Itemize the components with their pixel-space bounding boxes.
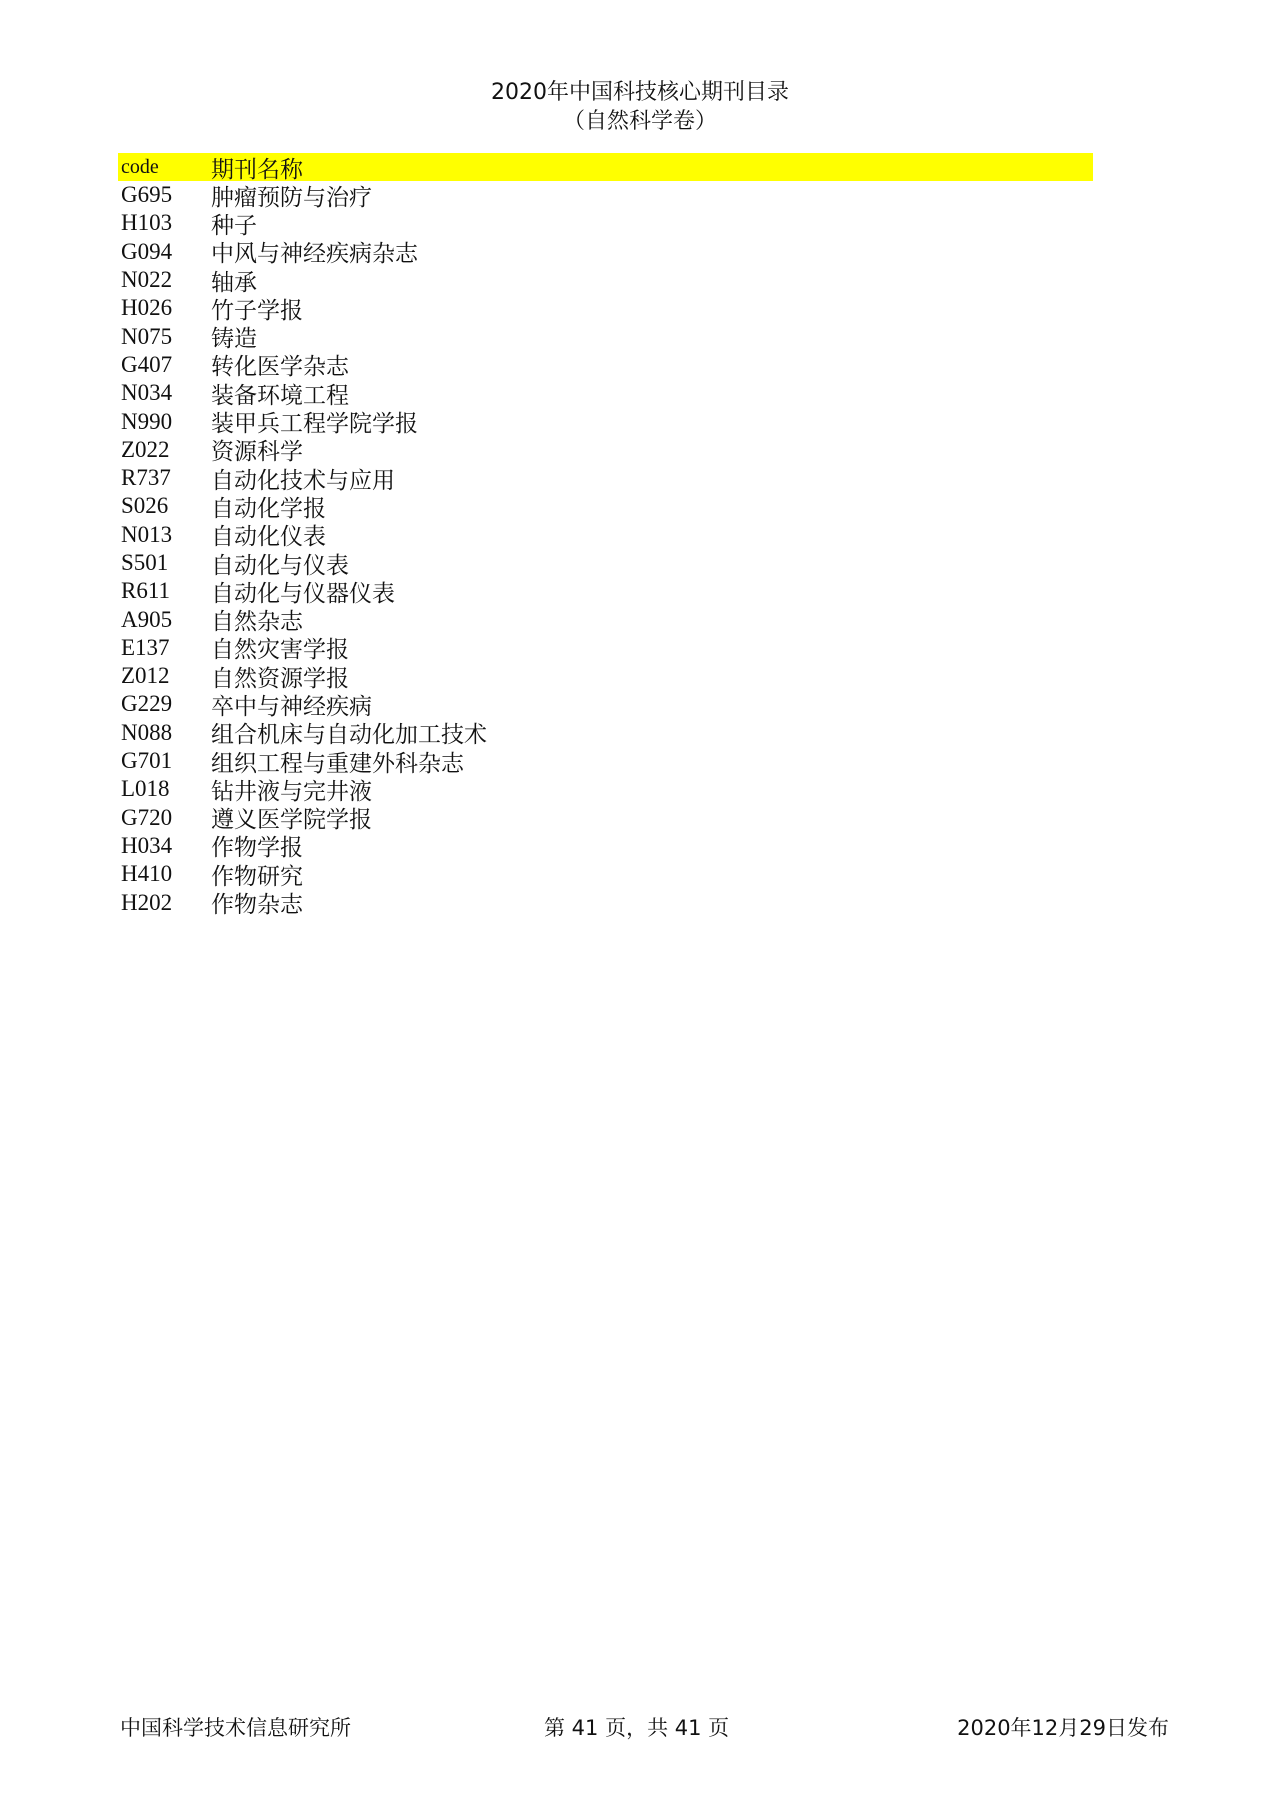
table-row <box>118 266 1093 294</box>
table-row <box>118 662 1093 690</box>
journal-code: H026 <box>121 295 173 321</box>
journal-code: E137 <box>121 634 170 660</box>
journal-code: R737 <box>121 465 171 491</box>
table-body <box>118 181 1093 917</box>
journal-code: Z022 <box>121 436 170 462</box>
journal-name: 卒中与神经疾病 <box>211 694 372 719</box>
document-title-block <box>0 78 1280 136</box>
journal-code: H034 <box>121 832 173 858</box>
table-row <box>118 747 1093 775</box>
journal-name: 中风与神经疾病杂志 <box>211 241 418 267</box>
journal-code: H410 <box>121 861 173 887</box>
journal-code: N013 <box>121 521 173 547</box>
table-row <box>118 181 1093 209</box>
footer-release-date: 2020年12月29日发布 <box>957 1716 1169 1740</box>
page-footer <box>0 1712 1280 1740</box>
table-row <box>118 605 1093 633</box>
journal-name: 转化医学杂志 <box>211 354 349 380</box>
journal-code: H103 <box>121 210 173 236</box>
journal-name: 自动化与仪表 <box>211 552 349 578</box>
journal-code: N022 <box>121 267 173 293</box>
column-header-code: code <box>121 155 159 178</box>
table-row <box>118 464 1093 492</box>
journal-code: N034 <box>121 380 173 406</box>
journal-name: 铸造 <box>211 326 257 352</box>
table-row <box>118 888 1093 916</box>
journal-name: 资源科学 <box>211 439 303 465</box>
table-row <box>118 492 1093 520</box>
footer-page-info: 第 41 页，共 41 页 <box>544 1716 730 1740</box>
journal-name: 装备环境工程 <box>211 382 349 408</box>
footer-publisher: 中国科学技术信息研究所 <box>120 1716 351 1740</box>
journal-name: 遵义医学院学报 <box>211 807 372 833</box>
journal-code: Z012 <box>121 663 170 689</box>
journal-name: 轴承 <box>211 269 257 295</box>
table-row <box>118 407 1093 435</box>
journal-code: R611 <box>121 578 170 604</box>
table-row <box>118 634 1093 662</box>
table-row <box>118 804 1093 832</box>
column-header-name: 期刊名称 <box>211 156 303 182</box>
table-row <box>118 521 1093 549</box>
journal-code: N088 <box>121 719 173 745</box>
journal-code: G720 <box>121 804 173 830</box>
document-title: 2020年中国科技核心期刊目录 <box>491 80 789 105</box>
journal-name: 组织工程与重建外科杂志 <box>211 750 464 776</box>
journal-code: N075 <box>121 323 173 349</box>
journal-code: G407 <box>121 351 173 377</box>
table-row <box>118 577 1093 605</box>
journal-code: A905 <box>121 606 173 632</box>
journal-code: N990 <box>121 408 173 434</box>
table-row <box>118 690 1093 718</box>
journal-code: G695 <box>121 182 173 208</box>
journal-code: S501 <box>121 550 169 575</box>
journal-name: 自然杂志 <box>211 609 303 635</box>
table-row <box>118 322 1093 350</box>
journal-name: 装甲兵工程学院学报 <box>211 411 418 437</box>
journal-code: H202 <box>121 889 173 915</box>
journal-name: 作物学报 <box>211 835 303 861</box>
journal-name: 自然资源学报 <box>211 665 349 691</box>
journal-code: L018 <box>121 776 170 802</box>
table-row <box>118 719 1093 747</box>
journal-name: 作物杂志 <box>211 892 303 918</box>
journal-name: 组合机床与自动化加工技术 <box>211 722 487 748</box>
table-row <box>118 775 1093 803</box>
journal-table <box>118 153 1093 917</box>
journal-code: G229 <box>121 691 173 717</box>
table-row <box>118 379 1093 407</box>
table-row <box>118 832 1093 860</box>
table-row <box>118 209 1093 237</box>
document-subtitle: （自然科学卷） <box>562 109 717 134</box>
journal-name: 自然灾害学报 <box>211 637 349 663</box>
journal-name: 自动化与仪器仪表 <box>211 580 395 606</box>
journal-name: 自动化技术与应用 <box>211 467 395 493</box>
journal-name: 自动化学报 <box>211 495 326 521</box>
journal-code: G701 <box>121 748 173 774</box>
journal-code: G094 <box>121 238 173 264</box>
journal-name: 钻井液与完井液 <box>211 778 372 804</box>
table-row <box>118 436 1093 464</box>
table-header-row <box>118 153 1093 181</box>
table-row <box>118 549 1093 577</box>
table-row <box>118 294 1093 322</box>
table-row <box>118 238 1093 266</box>
journal-name: 自动化仪表 <box>211 524 326 550</box>
journal-name: 竹子学报 <box>211 297 303 323</box>
journal-name: 肿瘤预防与治疗 <box>211 184 372 210</box>
journal-name: 作物研究 <box>211 863 303 889</box>
table-row <box>118 860 1093 888</box>
table-row <box>118 351 1093 379</box>
journal-code: S026 <box>121 493 169 519</box>
journal-name: 种子 <box>211 212 257 238</box>
